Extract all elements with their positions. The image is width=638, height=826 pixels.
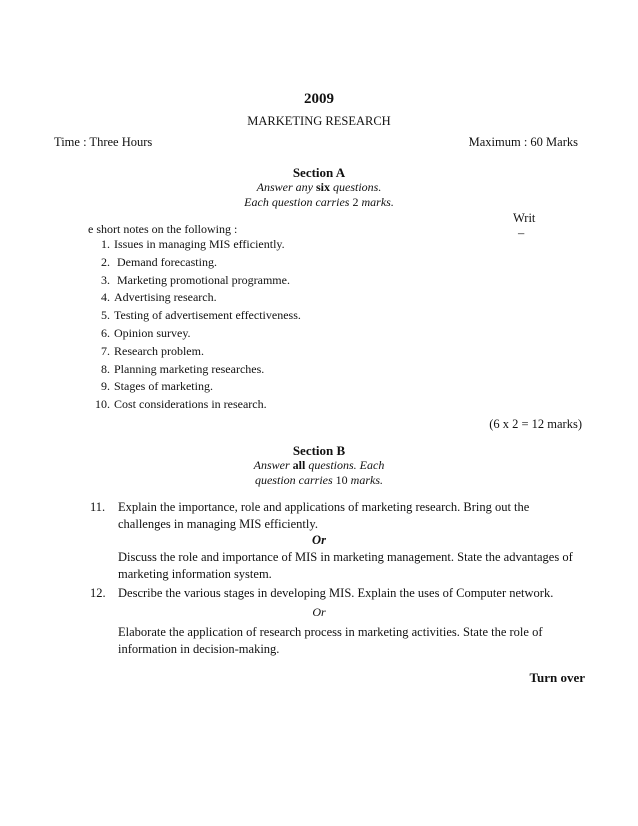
maximum-marks: Maximum : 60 Marks bbox=[468, 135, 578, 149]
instruction-bold: six bbox=[315, 180, 330, 194]
instruction-bold: all bbox=[292, 458, 306, 472]
item-text: Cost considerations in research. bbox=[114, 397, 267, 412]
carries-text: question carries bbox=[254, 473, 336, 487]
item-text: Stages of marketing. bbox=[114, 379, 213, 394]
carries-number: 10 bbox=[335, 473, 348, 487]
list-item bbox=[88, 307, 301, 325]
item-number: 3. bbox=[101, 272, 110, 287]
item-number: 7. bbox=[101, 343, 110, 358]
instruction-text: Answer bbox=[253, 458, 293, 472]
carries-number: 2 bbox=[352, 195, 359, 209]
item-number: 4. bbox=[101, 290, 110, 305]
list-item bbox=[88, 361, 301, 379]
item-number: 6. bbox=[101, 325, 110, 340]
section-a-carries bbox=[0, 195, 638, 210]
section-b-carries bbox=[0, 473, 638, 488]
turn-over: Turn over bbox=[529, 670, 585, 685]
item-text: Issues in managing MIS efficiently. bbox=[114, 237, 285, 251]
item-number: 8. bbox=[101, 361, 110, 376]
list-item bbox=[88, 254, 301, 272]
list-item bbox=[88, 378, 301, 396]
question-text: Elaborate the application of research process in marketing activities. State the role of information in decision-making. bbox=[118, 625, 543, 656]
side-dash: – bbox=[518, 226, 525, 240]
exam-year: 2009 bbox=[304, 91, 334, 107]
item-number: 5. bbox=[101, 308, 110, 323]
question-text: Explain the importance, role and applications of marketing research. Bring out the challenges in managing MIS efficiently. bbox=[118, 500, 530, 531]
section-a-intro: e short notes on the following : bbox=[88, 222, 238, 236]
item-text: Research problem. bbox=[114, 343, 204, 358]
item-text: Advertising research. bbox=[114, 290, 217, 305]
section-b-instruction bbox=[0, 458, 638, 473]
item-text: Testing of advertisement effectiveness. bbox=[114, 308, 301, 323]
list-item bbox=[88, 325, 301, 343]
section-b-title: Section B bbox=[292, 443, 346, 458]
item-number: 2. bbox=[101, 254, 110, 269]
carries-text: marks. bbox=[347, 473, 383, 487]
instruction-text: questions. Each bbox=[305, 458, 385, 472]
instruction-text: Answer any bbox=[256, 180, 316, 194]
item-text: Planning marketing researches. bbox=[114, 361, 265, 376]
carries-text: Each question carries bbox=[244, 195, 353, 209]
item-number: 9. bbox=[101, 379, 110, 394]
list-item bbox=[88, 396, 301, 414]
question-text: Discuss the role and importance of MIS in marketing management. State the advantages of marketing information system. bbox=[118, 550, 573, 581]
subject-title: MARKETING RESEARCH bbox=[247, 114, 391, 128]
item-number: 10. bbox=[95, 397, 110, 412]
short-notes-list bbox=[88, 236, 301, 414]
question-number: 12. bbox=[90, 586, 106, 600]
list-item bbox=[88, 289, 301, 307]
question-text: Describe the various stages in developing MIS. Explain the uses of Computer network. bbox=[118, 586, 554, 600]
question-number: 11. bbox=[90, 500, 106, 514]
list-item bbox=[88, 236, 301, 254]
or-separator: Or bbox=[312, 605, 326, 619]
instruction-text: questions. bbox=[330, 180, 382, 194]
time-allowed: Time : Three Hours bbox=[54, 135, 153, 149]
or-separator: Or bbox=[312, 533, 326, 547]
list-item bbox=[88, 272, 301, 290]
side-note: Writ bbox=[513, 211, 536, 225]
carries-text: marks. bbox=[358, 195, 394, 209]
item-number: 1. bbox=[101, 237, 110, 251]
item-text: Opinion survey. bbox=[114, 325, 191, 340]
item-text: Demand forecasting. bbox=[114, 254, 217, 269]
section-a-marks: (6 x 2 = 12 marks) bbox=[489, 417, 582, 431]
item-text: Marketing promotional programme. bbox=[114, 272, 290, 287]
section-a-title: Section A bbox=[292, 165, 346, 180]
list-item bbox=[88, 343, 301, 361]
section-a-instruction bbox=[0, 180, 638, 195]
